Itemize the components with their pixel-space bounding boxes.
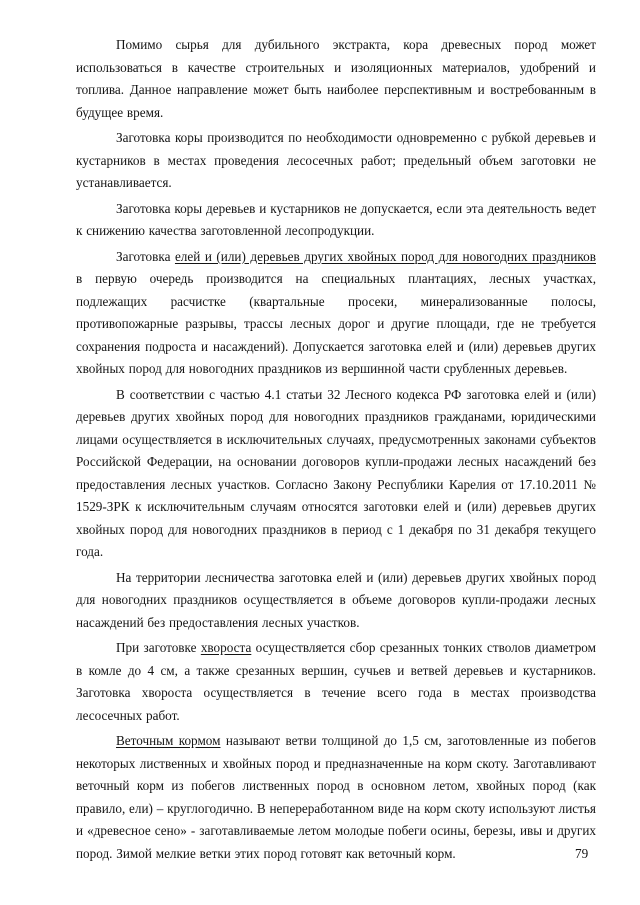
- paragraph-bark-restriction: [76, 198, 596, 243]
- text-run: Заготовка коры деревьев и кустарников не допускается, если эта деятельность ведет к снижению качества заготовленной лесопродукции.: [76, 200, 596, 238]
- paragraph-twig-fodder: [76, 730, 596, 865]
- text-run: В соответствии с частью 4.1 статьи 32 Лесного кодекса РФ заготовка елей и (или) деревьев других хвойных пород для новогодних праздников гражданами, юридическими лицами осуществляется в исключительных случаях, предусмотренных законами субъектов Российской Федерации, на основании договоров купли-продажи лесных насаждений без предоставления лесных участков. Согласно Закону Республики Карелия от 17.10.2011 № 1529-ЗРК к исключительным случаям относятся заготовки елей и (или) деревьев других хвойных пород для новогодних праздников в период с 1 декабря по 31 декабря текущего года.: [76, 386, 596, 559]
- underlined-term: елей и (или) деревьев других хвойных пород для новогодних праздников: [174, 248, 596, 264]
- underlined-term: Веточным кормом: [116, 733, 221, 748]
- paragraph-bark-uses: [76, 34, 596, 124]
- text-run: При заготовке: [116, 640, 201, 655]
- text-run: осуществляется сбор срезанных тонких стволов диаметром в комле до 4 см, а также срезанных вершин, сучьев и ветвей деревьев и кустарников. Заготовка хвороста осуществляется в течение всего года в местах производства лесосечных работ.: [76, 640, 596, 723]
- page-number: 79: [575, 846, 589, 861]
- text-run: в первую очередь производится на специальных плантациях, лесных участках, подлежащих расчистке (квартальные просеки, минерализованные полосы, противопожарные разрывы, трассы лесных дорог и другие площади, где не требуется сохранения подроста и насаждений). Допускается заготовка елей и (или) деревьев других хвойных пород для новогодних праздников из вершинной части срубленных деревьев.: [76, 271, 596, 376]
- paragraph-brushwood: [76, 637, 596, 727]
- paragraph-forest-code: [76, 384, 596, 564]
- underlined-term: хвороста: [200, 640, 252, 655]
- text-run: На территории лесничества заготовка елей и (или) деревьев других хвойных пород для новогодних праздников осуществляется в объеме договоров купли-продажи лесных насаждений без предоставления лесных участков.: [76, 569, 596, 630]
- paragraph-forestry-territory: [76, 567, 596, 635]
- text-run: называют ветви толщиной до 1,5 см, заготовленные из побегов некоторых лиственных и хвойных пород и предназначенные на корм скоту. Заготавливают веточный корм из побегов лиственных пород в основном летом, хвойных пород (как правило, ели) – круглогодично. В непереработанном виде на корм скоту используют листья и «древесное сено» - заготавливаемые летом молодые побеги осины, березы, ивы и других пород. Зимой мелкие ветки этих пород готовят как веточный корм.: [76, 733, 597, 861]
- text-run: Заготовка коры производится по необходимости одновременно с рубкой деревьев и кустарников в местах проведения лесосечных работ; предельный объем заготовки не устанавливается.: [76, 130, 596, 190]
- body-text: [76, 34, 596, 865]
- paragraph-bark-harvesting: [76, 127, 596, 195]
- paragraph-christmas-trees: [76, 246, 596, 381]
- text-run: Помимо сырья для дубильного экстракта, кора древесных пород может использоваться в качестве строительных и изоляционных материалов, удобрений и топлива. Данное направление может быть наиболее перспективным и востребованным в будущее время.: [76, 37, 596, 120]
- text-run: Заготовка: [116, 248, 175, 264]
